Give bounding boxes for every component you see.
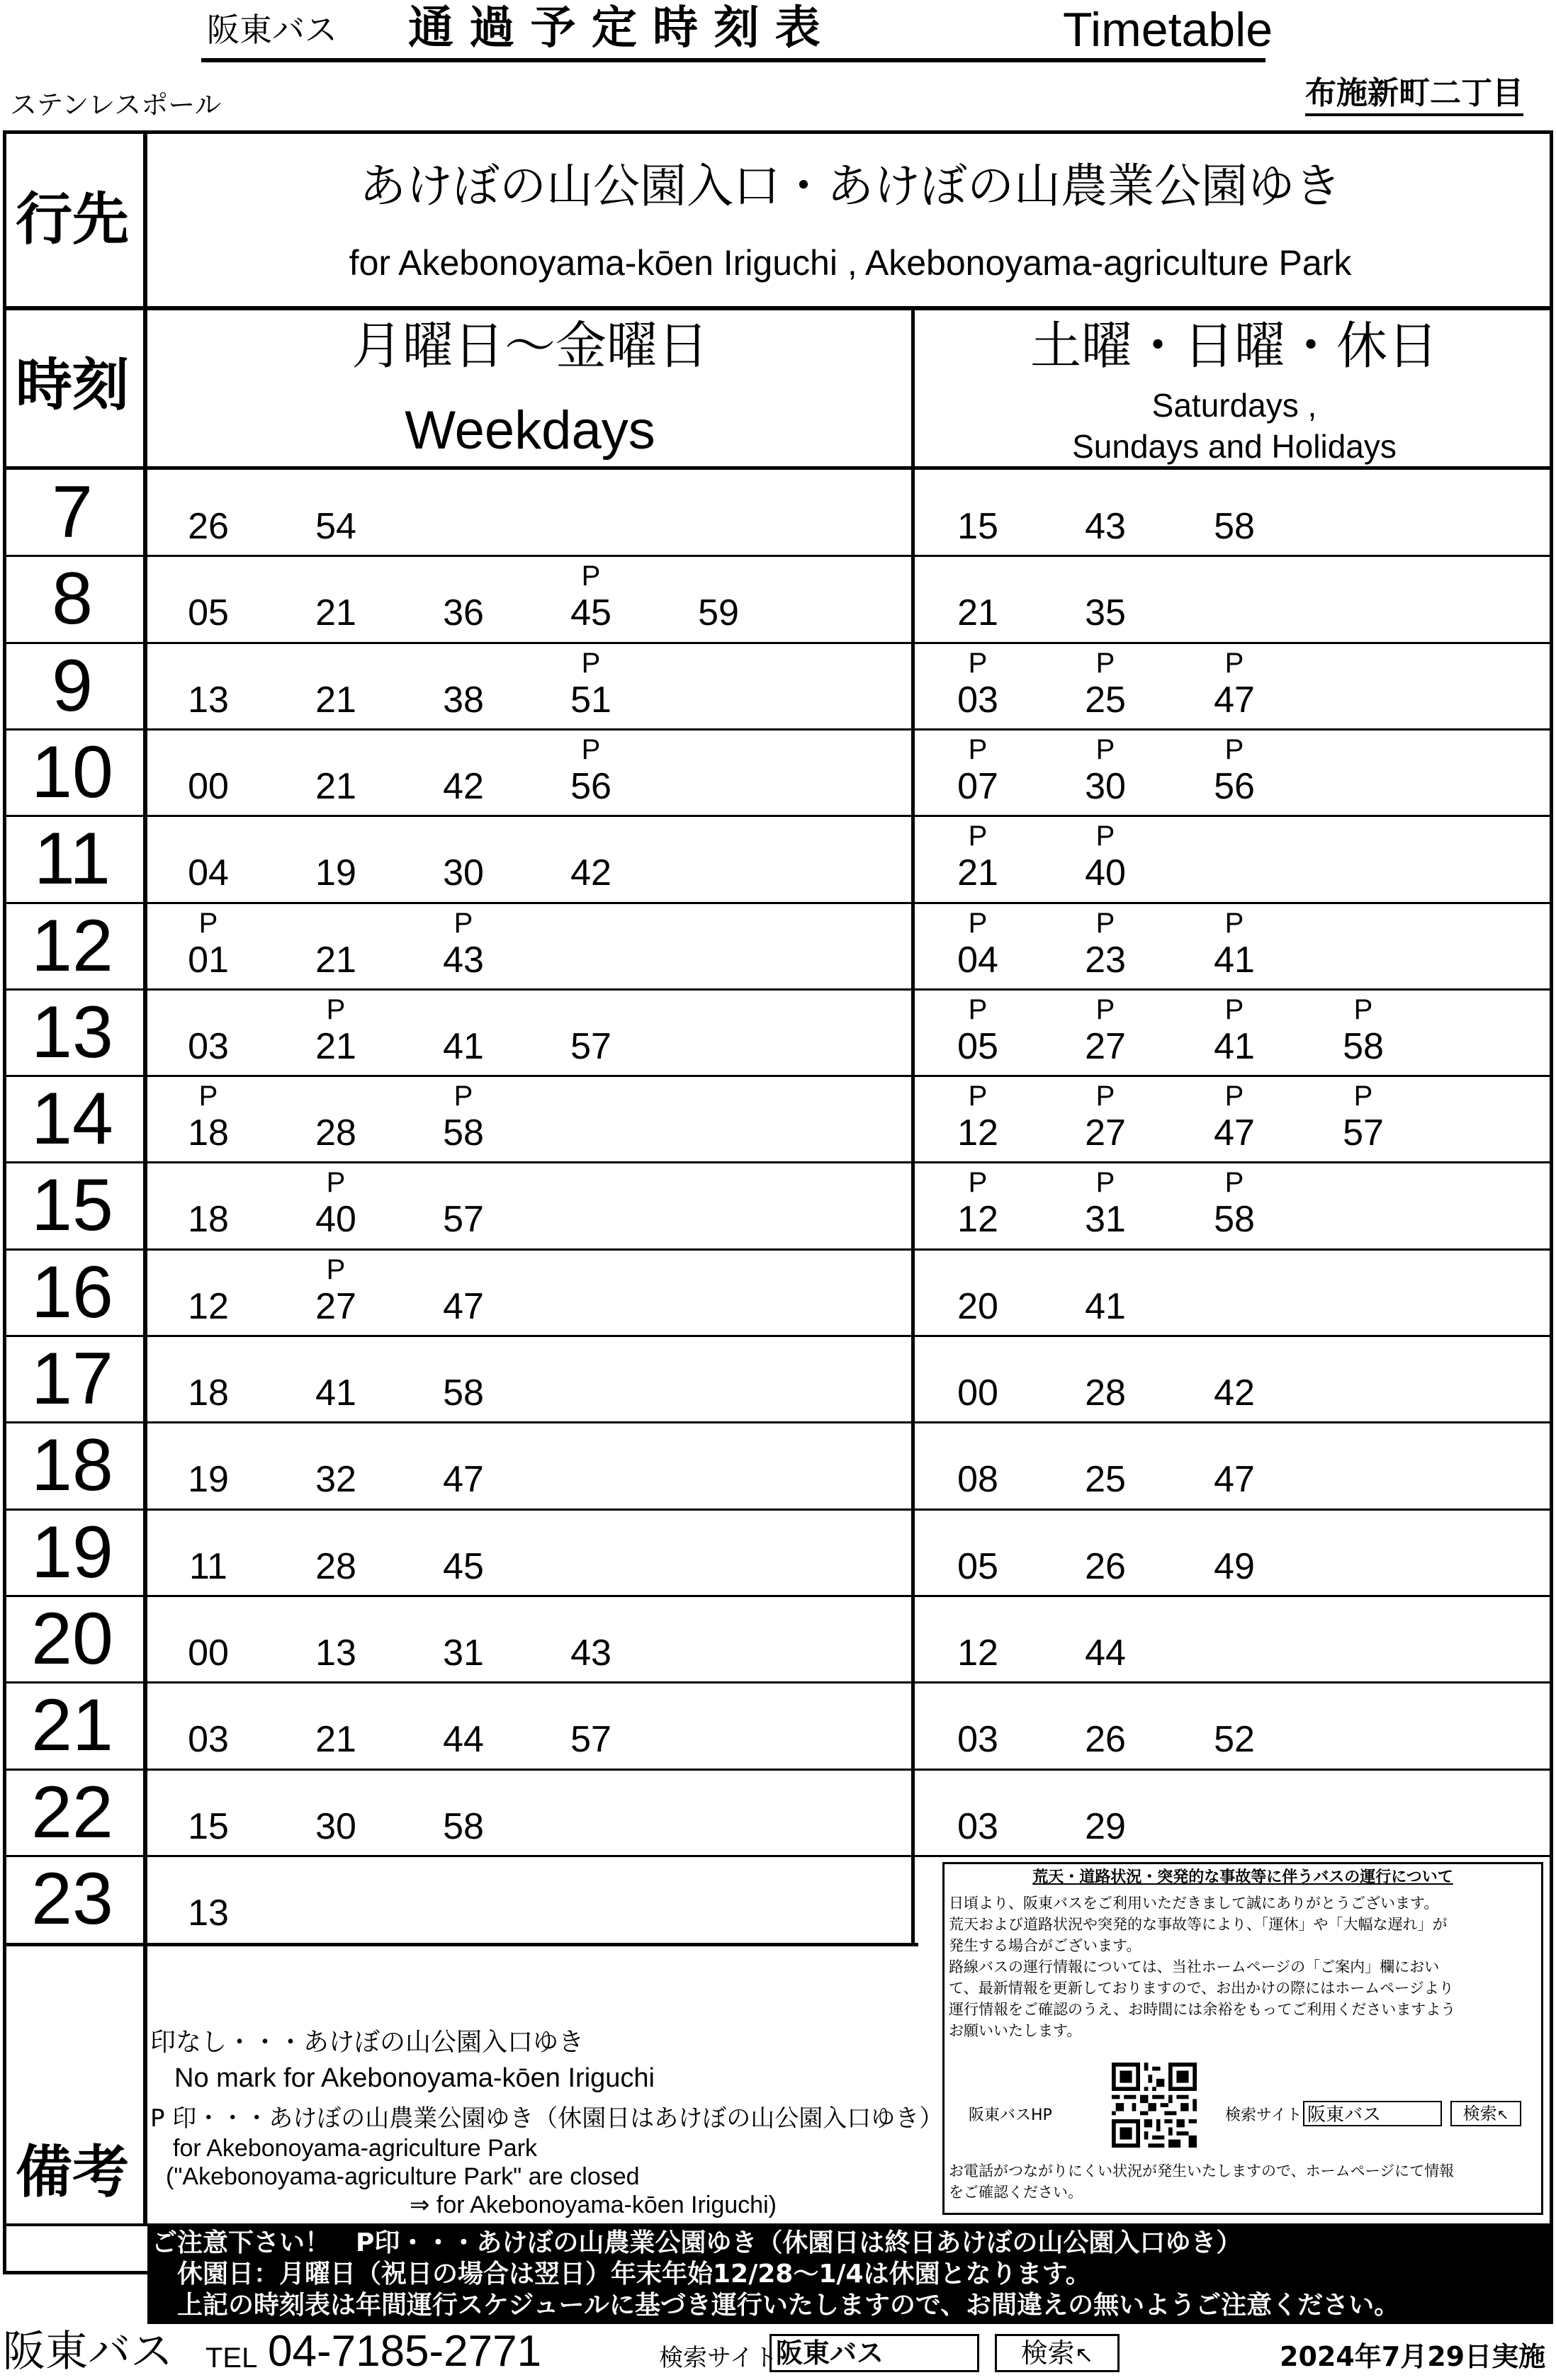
info-box-body xyxy=(949,1893,1537,2041)
weekday-minute: 12 xyxy=(188,1285,229,1327)
p-mark: P xyxy=(1095,1081,1115,1112)
hour-row-divider xyxy=(3,1595,1553,1597)
p-mark: P xyxy=(1095,907,1115,939)
caution-line-1: ご注意下さい！ P印・・・あけぼの山農業公園ゆき（休園日は終日あけぼの山公園入口ゆき） xyxy=(152,2228,1242,2257)
holiday-minute: 00 xyxy=(957,1372,998,1414)
weekday-minute: 13 xyxy=(188,679,229,721)
p-mark: P xyxy=(198,907,218,939)
weekday-minute: 21 xyxy=(315,765,356,807)
weekday-minute: 28 xyxy=(315,1112,356,1154)
footer-search-label: 検索サイト xyxy=(659,2344,778,2372)
caution-band xyxy=(147,2226,1553,2324)
weekday-minute: 01 xyxy=(188,939,229,981)
weekday-minute: 43 xyxy=(570,1632,611,1674)
p-mark: P xyxy=(1095,1167,1115,1199)
holiday-minute: 05 xyxy=(957,1025,998,1067)
page-title-en: Timetable xyxy=(1063,3,1273,57)
holiday-minute: 04 xyxy=(957,939,998,981)
footer-company: 阪東バス xyxy=(3,2327,173,2376)
p-mark: P xyxy=(968,907,988,939)
info-search-label: 検索サイト xyxy=(1225,2107,1302,2124)
holiday-minute: 56 xyxy=(1214,765,1255,807)
hour-cell: 9 xyxy=(52,644,93,727)
weekday-minute: 41 xyxy=(443,1025,484,1067)
weekday-minute: 21 xyxy=(315,592,356,634)
weekday-minute: 45 xyxy=(443,1545,484,1587)
hour-cell: 12 xyxy=(31,904,113,987)
hour-row-divider xyxy=(3,1681,1553,1684)
hour-cell: 14 xyxy=(31,1078,113,1161)
p-mark: P xyxy=(581,647,601,679)
holiday-minute: 43 xyxy=(1085,506,1126,547)
weekday-minute: 26 xyxy=(188,506,229,547)
p-mark: P xyxy=(1224,1081,1244,1112)
holiday-minute: 47 xyxy=(1214,679,1255,721)
info-search-input[interactable]: 阪東バス xyxy=(1303,2101,1442,2126)
weekday-minute: 47 xyxy=(443,1459,484,1501)
weekday-minute: 47 xyxy=(443,1285,484,1327)
weekday-minute: 36 xyxy=(443,592,484,634)
p-mark: P xyxy=(968,820,988,852)
weekday-minute: 45 xyxy=(570,592,611,634)
holiday-minute: 07 xyxy=(957,765,998,807)
remark-p-mark-en-1: for Akebonoyama-agriculture Park xyxy=(173,2135,538,2162)
remark-no-mark-en: No mark for Akebonoyama-kōen Iriguchi xyxy=(174,2063,655,2093)
info-box-footer xyxy=(949,2160,1537,2203)
p-mark: P xyxy=(1095,993,1115,1025)
weekday-minute: 31 xyxy=(443,1632,484,1674)
hour-row-divider xyxy=(3,1508,1553,1511)
weekday-minute: 42 xyxy=(570,852,611,894)
info-line: お願いいたします。 xyxy=(949,2022,1082,2039)
hour-cell: 23 xyxy=(31,1857,113,1940)
holiday-minute: 42 xyxy=(1214,1372,1255,1414)
cursor-icon: ↖ xyxy=(1496,2106,1509,2123)
weekday-minute: 58 xyxy=(443,1112,484,1154)
hour-row-divider xyxy=(3,902,1553,904)
weekdays-label-en: Weekdays xyxy=(405,400,655,461)
hour-cell: 16 xyxy=(31,1251,113,1333)
remark-p-mark-en-2: ("Akebonoyama-agriculture Park" are closed xyxy=(166,2163,640,2190)
holiday-minute: 15 xyxy=(957,506,998,547)
holiday-minute: 58 xyxy=(1343,1025,1384,1067)
weekday-minute: 21 xyxy=(315,1719,356,1761)
hour-row-divider xyxy=(3,1075,1553,1077)
holiday-minute: 47 xyxy=(1214,1459,1255,1501)
footer-tel-prefix: TEL xyxy=(205,2342,258,2374)
footer-search-button[interactable] xyxy=(995,2334,1120,2372)
p-mark: P xyxy=(1353,1081,1373,1112)
weekday-minute: 57 xyxy=(570,1025,611,1067)
info-box xyxy=(942,1862,1543,2215)
info-search-button[interactable] xyxy=(1450,2101,1521,2126)
holiday-minute: 41 xyxy=(1214,1025,1255,1067)
caution-line-2: 休園日：月曜日（祝日の場合は翌日）年末年始12/28～1/4は休園となります。 xyxy=(177,2260,1091,2289)
divider xyxy=(3,466,1553,470)
hour-row-divider xyxy=(3,1855,1553,1857)
footer-tel: 04-7185-2771 xyxy=(268,2327,542,2376)
p-mark: P xyxy=(968,733,988,765)
holiday-minute: 21 xyxy=(957,852,998,894)
holiday-minute: 35 xyxy=(1085,592,1126,634)
holiday-minute: 28 xyxy=(1085,1372,1126,1414)
weekday-minute: 44 xyxy=(443,1719,484,1761)
weekday-minute: 18 xyxy=(188,1372,229,1414)
divider xyxy=(3,1943,918,1946)
holiday-minute: 44 xyxy=(1085,1632,1126,1674)
p-mark: P xyxy=(1095,820,1115,852)
remark-no-mark-ja: 印なし・・・あけぼの山公園入口ゆき xyxy=(150,2028,585,2057)
weekday-minute: 13 xyxy=(315,1632,356,1674)
p-mark: P xyxy=(581,560,601,592)
p-mark: P xyxy=(326,993,346,1025)
weekday-minute: 56 xyxy=(570,765,611,807)
holiday-minute: 30 xyxy=(1085,765,1126,807)
hour-row-divider xyxy=(3,1421,1553,1423)
hour-cell: 11 xyxy=(34,818,111,901)
weekday-minute: 00 xyxy=(188,1632,229,1674)
divider xyxy=(911,306,915,1943)
p-mark: P xyxy=(1224,1167,1244,1199)
weekday-minute: 03 xyxy=(188,1719,229,1761)
info-line: 路線バスの運行情報については、当社ホームページの「ご案内」欄におい xyxy=(949,1958,1440,1975)
hour-cell: 7 xyxy=(52,471,93,553)
weekday-minute: 00 xyxy=(188,765,229,807)
holiday-minute: 41 xyxy=(1214,939,1255,981)
holiday-minute: 20 xyxy=(957,1285,998,1327)
p-mark: P xyxy=(1224,733,1244,765)
hour-row-divider xyxy=(3,1248,1553,1251)
hour-cell: 19 xyxy=(31,1511,113,1594)
weekday-minute: 57 xyxy=(570,1719,611,1761)
weekday-minute: 18 xyxy=(188,1199,229,1241)
info-line: 荒天および道路状況や突発的な事故等により、「運休」や「大幅な遅れ」が xyxy=(949,1916,1448,1933)
hour-row-divider xyxy=(3,815,1553,817)
p-mark: P xyxy=(581,733,601,765)
holiday-minute: 03 xyxy=(957,679,998,721)
pole-type: ステンレスポール xyxy=(10,89,222,120)
holiday-minute: 03 xyxy=(957,1805,998,1847)
holidays-label-ja: 土曜・日曜・休日 xyxy=(1030,316,1438,376)
holiday-minute: 12 xyxy=(957,1632,998,1674)
footer-search-button-label: 検索 xyxy=(1020,2337,1075,2369)
remarks-label: 備考 xyxy=(16,2139,129,2205)
destination-name-ja: あけぼの山公園入口・あけぼの山農業公園ゆき xyxy=(359,159,1341,213)
hour-row-divider xyxy=(3,728,1553,731)
p-mark: P xyxy=(968,1167,988,1199)
hour-cell: 22 xyxy=(31,1771,113,1854)
weekday-minute: 11 xyxy=(189,1545,227,1587)
p-mark: P xyxy=(1224,907,1244,939)
p-mark: P xyxy=(326,1167,346,1199)
info-box-title: 荒天・道路状況・突発的な事故等に伴うバスの運行について xyxy=(1032,1868,1453,1886)
holiday-minute: 47 xyxy=(1214,1112,1255,1154)
info-footer-line: お電話がつながりにくい状況が発生いたしますので、ホームページにて情報 xyxy=(949,2162,1455,2179)
p-mark: P xyxy=(326,1253,346,1285)
weekdays-label-ja: 月曜日～金曜日 xyxy=(351,316,709,376)
hour-cell: 8 xyxy=(52,558,93,641)
weekday-minute: 28 xyxy=(315,1545,356,1587)
holiday-minute: 03 xyxy=(957,1719,998,1761)
p-mark: P xyxy=(968,1081,988,1112)
weekday-minute: 19 xyxy=(188,1459,229,1501)
hour-row-divider xyxy=(3,1769,1553,1771)
info-line: 運行情報をご確認のうえ、お時間には余裕をもってご利用くださいますよう xyxy=(949,2001,1456,2018)
hour-row-divider xyxy=(3,642,1553,644)
hour-cell: 13 xyxy=(31,991,113,1073)
weekday-minute: 42 xyxy=(443,765,484,807)
holiday-minute: 58 xyxy=(1214,506,1255,547)
hour-cell: 20 xyxy=(31,1597,113,1680)
info-line: 日頃より、阪東バスをご利用いただきまして誠にありがとうございます。 xyxy=(949,1895,1439,1912)
hour-cell: 10 xyxy=(31,731,113,813)
weekday-minute: 18 xyxy=(188,1112,229,1154)
hour-row-divider xyxy=(3,555,1553,557)
holiday-minute: 26 xyxy=(1085,1545,1126,1587)
holidays-label-en-1: Saturdays , xyxy=(1151,387,1317,424)
effective-date: 2024年7月29日実施 xyxy=(1280,2341,1546,2372)
remark-p-mark-ja: P 印・・・あけぼの山農業公園ゆき（休園日はあけぼの山公園入口ゆき） xyxy=(150,2104,944,2133)
hp-label: 阪東バスHP xyxy=(969,2107,1052,2124)
weekday-minute: 54 xyxy=(315,506,356,547)
holiday-minute: 26 xyxy=(1085,1719,1126,1761)
holiday-minute: 25 xyxy=(1085,679,1126,721)
holiday-minute: 57 xyxy=(1343,1112,1384,1154)
p-mark: P xyxy=(1095,647,1115,679)
p-mark: P xyxy=(453,907,473,939)
divider xyxy=(3,306,1553,310)
holiday-minute: 05 xyxy=(957,1545,998,1587)
caution-line-3: 上記の時刻表は年間運行スケジュールに基づき運行いたしますので、お間違えの無いようご注意ください。 xyxy=(177,2291,1400,2320)
weekday-minute: 15 xyxy=(188,1805,229,1847)
holiday-minute: 49 xyxy=(1214,1545,1255,1587)
p-mark: P xyxy=(1095,733,1115,765)
weekday-minute: 32 xyxy=(315,1459,356,1501)
p-mark: P xyxy=(453,1081,473,1112)
hour-cell: 21 xyxy=(31,1684,113,1767)
holiday-minute: 58 xyxy=(1214,1199,1255,1241)
company-name: 阪東バス xyxy=(207,11,337,49)
p-mark: P xyxy=(968,993,988,1025)
holiday-minute: 40 xyxy=(1085,852,1126,894)
weekday-minute: 13 xyxy=(188,1892,229,1934)
weekday-minute: 59 xyxy=(698,592,739,634)
p-mark: P xyxy=(1224,993,1244,1025)
weekday-minute: 58 xyxy=(443,1805,484,1847)
weekday-minute: 58 xyxy=(443,1372,484,1414)
holiday-minute: 12 xyxy=(957,1112,998,1154)
holiday-minute: 31 xyxy=(1085,1199,1126,1241)
holiday-minute: 27 xyxy=(1085,1025,1126,1067)
holiday-minute: 27 xyxy=(1085,1112,1126,1154)
hour-cell: 17 xyxy=(31,1338,113,1420)
weekday-minute: 41 xyxy=(315,1372,356,1414)
p-mark: P xyxy=(1353,993,1373,1025)
hour-row-divider xyxy=(3,988,1553,991)
weekday-minute: 21 xyxy=(315,1025,356,1067)
weekday-minute: 04 xyxy=(188,852,229,894)
holiday-minute: 12 xyxy=(957,1199,998,1241)
cursor-icon: ↖ xyxy=(1074,2341,1094,2368)
hour-row-divider xyxy=(3,1161,1553,1163)
weekday-minute: 19 xyxy=(315,852,356,894)
holiday-minute: 52 xyxy=(1214,1719,1255,1761)
hour-cell: 15 xyxy=(31,1164,113,1247)
destination-name-en: for Akebonoyama-kōen Iriguchi , Akebonoyama-agriculture Park xyxy=(349,243,1352,283)
weekday-minute: 30 xyxy=(315,1805,356,1847)
holiday-minute: 23 xyxy=(1085,939,1126,981)
qr-code-icon[interactable] xyxy=(1112,2063,1197,2148)
destination-label: 行先 xyxy=(16,186,129,252)
footer-search-input[interactable]: 阪東バス xyxy=(769,2334,979,2372)
holiday-minute: 25 xyxy=(1085,1459,1126,1501)
info-line: て、最新情報を更新しておりますので、お出かけの際にはホームページより xyxy=(949,1980,1454,1997)
page-title: 通 過 予 定 時 刻 表 xyxy=(408,2,821,55)
schedule-label: 時刻 xyxy=(16,352,129,418)
holiday-minute: 41 xyxy=(1085,1285,1126,1327)
holidays-label-en-2: Sundays and Holidays xyxy=(1072,428,1397,465)
holiday-minute: 08 xyxy=(957,1459,998,1501)
weekday-minute: 40 xyxy=(315,1199,356,1241)
header-underline xyxy=(201,58,1265,62)
hour-row-divider xyxy=(3,1335,1553,1337)
weekday-minute: 57 xyxy=(443,1199,484,1241)
weekday-minute: 30 xyxy=(443,852,484,894)
remark-p-mark-en-3: ⇒ for Akebonoyama-kōen Iriguchi) xyxy=(410,2192,777,2218)
weekday-minute: 21 xyxy=(315,939,356,981)
weekday-minute: 51 xyxy=(570,679,611,721)
weekday-minute: 05 xyxy=(188,592,229,634)
stop-name: 布施新町二丁目 xyxy=(1305,74,1523,116)
info-line: 発生する場合がございます。 xyxy=(949,1937,1141,1954)
weekday-minute: 21 xyxy=(315,679,356,721)
weekday-minute: 43 xyxy=(443,939,484,981)
weekday-minute: 38 xyxy=(443,679,484,721)
p-mark: P xyxy=(968,647,988,679)
p-mark: P xyxy=(198,1081,218,1112)
holiday-minute: 29 xyxy=(1085,1805,1126,1847)
weekday-minute: 27 xyxy=(315,1285,356,1327)
hour-cell: 18 xyxy=(31,1424,113,1507)
info-footer-line: をご確認ください。 xyxy=(949,2184,1083,2201)
weekday-minute: 03 xyxy=(188,1025,229,1067)
p-mark: P xyxy=(1224,647,1244,679)
info-search-button-label: 検索 xyxy=(1462,2104,1497,2124)
holiday-minute: 21 xyxy=(957,592,998,634)
